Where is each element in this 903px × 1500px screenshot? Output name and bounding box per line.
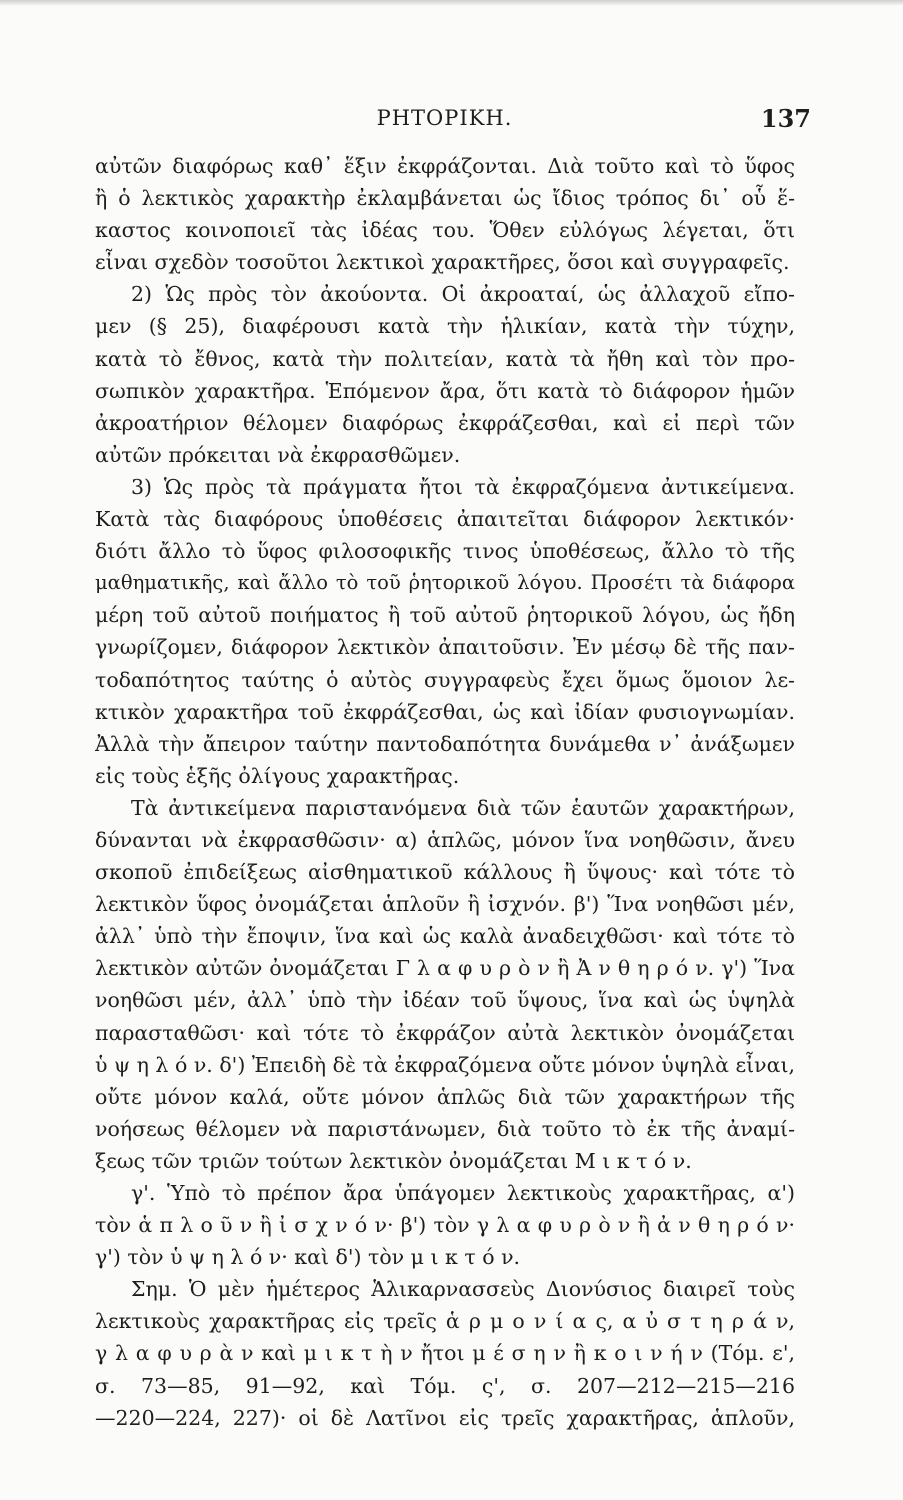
- text-line: Τὰ ἀντικείμενα παριστανόμενα διὰ τῶν ἑαυτῶν χαρακτήρων,: [131, 795, 795, 820]
- text-line: δύνανται νὰ ἐκφρασθῶσιν· α) ἁπλῶς, μόνον ἵνα νοηθῶσιν, ἄνευ: [95, 827, 795, 852]
- text-line: μέρη τοῦ αὐτοῦ ποιήματος ἢ τοῦ αὐτοῦ ῥητορικοῦ λόγου, ὡς ἤδη: [95, 603, 795, 628]
- text-line: σ. 73—85, 91—92, καὶ Τόμ. ς', σ. 207—212—215—216: [95, 1373, 795, 1398]
- text-line: ἢ ὁ λεκτικὸς χαρακτὴρ ἐκλαμβάνεται ὡς ἴδιος τρόπος δι᾽ οὗ ἕ-: [95, 186, 795, 211]
- text-line: οὔτε μόνον καλά, οὔτε μόνον ἁπλῶς διὰ τῶν χαρακτήρων τῆς: [95, 1084, 795, 1109]
- text-line: σκοποῦ ἐπιδείξεως αἰσθηματικοῦ κάλλους ἢ ὕψους· καὶ τότε τὸ: [95, 860, 795, 885]
- text-line: Ἀλλὰ τὴν ἄπειρον ταύτην παντοδαπότητα δυνάμεθα ν᾽ ἀνάξωμεν: [95, 731, 795, 756]
- text-line: ξεως τῶν τριῶν τούτων λεκτικὸν ὀνομάζεται Μ ι κ τ ό ν.: [95, 1148, 692, 1173]
- text-line: σωπικὸν χαρακτῆρα. Ἑπόμενον ἄρα, ὅτι κατὰ τὸ διάφορον ἡμῶν: [95, 378, 795, 403]
- text-line: —220—224, 227)· οἱ δὲ Λατῖνοι εἰς τρεῖς χαρακτῆρας, ἁπλοῦν,: [95, 1405, 795, 1430]
- body-text: [95, 150, 795, 1434]
- text-line: τοδαπότητος ταύτης ὁ αὐτὸς συγγραφεὺς ἔχει ὅμως ὅμοιον λε-: [95, 667, 795, 692]
- text-line: λεκτικὸν αὐτῶν ὀνομάζεται Γ λ α φ υ ρ ὸ ν ἢ Ἀ ν θ η ρ ό ν. γ') Ἵνα: [95, 956, 795, 981]
- text-line: ἀκροατήριον θέλομεν διαφόρως ἐκφράζεσθαι, καὶ εἰ περὶ τῶν: [95, 410, 795, 435]
- text-line: Κατὰ τὰς διαφόρους ὑποθέσεις ἀπαιτεῖται διάφορον λεκτικόν·: [95, 507, 795, 532]
- text-line: αὐτῶν πρόκειται νὰ ἐκφρασθῶμεν.: [95, 442, 461, 467]
- text-line: κατὰ τὸ ἔθνος, κατὰ τὴν πολιτείαν, κατὰ τὰ ἤθη καὶ τὸν προ-: [95, 346, 795, 371]
- text-line: διότι ἄλλο τὸ ὕφος φιλοσοφικῆς τινος ὑποθέσεως, ἄλλο τὸ τῆς: [95, 539, 795, 564]
- text-line: λεκτικοὺς χαρακτῆρας εἰς τρεῖς ἁ ρ μ ο ν ί α ς, α ὐ σ τ η ρ ά ν,: [95, 1309, 795, 1334]
- text-line: νοηθῶσι μέν, ἀλλ᾽ ὑπὸ τὴν ἰδέαν τοῦ ὕψους, ἵνα καὶ ὡς ὑψηλὰ: [95, 988, 795, 1013]
- text-line: εἰς τοὺς ἑξῆς ὀλίγους χαρακτῆρας.: [95, 763, 460, 788]
- page-number: 137: [760, 104, 811, 133]
- text-line: 3) Ὡς πρὸς τὰ πράγματα ἤτοι τὰ ἐκφραζόμενα ἀντικείμενα.: [131, 474, 795, 499]
- text-line: καστος κοινοποιεῖ τὰς ἰδέας του. Ὅθεν εὐλόγως λέγεται, ὅτι: [95, 218, 795, 243]
- text-line: κτικὸν χαρακτῆρα τοῦ ἐκφράζεσθαι, ὡς καὶ ἰδίαν φυσιογνωμίαν.: [95, 699, 795, 724]
- text-line: εἶναι σχεδὸν τοσοῦτοι λεκτικοὶ χαρακτῆρες, ὅσοι καὶ συγγραφεῖς.: [95, 250, 790, 275]
- text-line: αὐτῶν διαφόρως καθ᾽ ἕξιν ἐκφράζονται. Διὰ τοῦτο καὶ τὸ ὕφος: [95, 154, 795, 178]
- text-line: μαθηματικῆς, καὶ ἄλλο τὸ τοῦ ῥητορικοῦ λόγου. Προσέτι τὰ διάφορα: [95, 571, 795, 595]
- page-header: [96, 104, 811, 146]
- text-line: λεκτικὸν ὕφος ὀνομάζεται ἁπλοῦν ἢ ἰσχνόν. β') Ἵνα νοηθῶσι μέν,: [95, 892, 795, 917]
- text-line: γ'. Ὑπὸ τὸ πρέπον ἄρα ὑπάγομεν λεκτικοὺς χαρακτῆρας, α'): [131, 1181, 795, 1205]
- text-line: γ') τὸν ὑ ψ η λ ό ν· καὶ δ') τὸν μ ι κ τ ό ν.: [95, 1245, 521, 1270]
- text-line: ἀλλ᾽ ὑπὸ τὴν ἔποψιν, ἵνα καὶ ὡς καλὰ ἀναδειχθῶσι· καὶ τότε τὸ: [95, 924, 795, 949]
- text-line: ὑ ψ η λ ό ν. δ') Ἐπειδὴ δὲ τὰ ἐκφραζόμενα οὔτε μόνον ὑψηλὰ εἶναι,: [95, 1052, 795, 1077]
- text-line: νοήσεως θέλομεν νὰ παριστάνωμεν, διὰ τοῦτο τὸ ἐκ τῆς ἀναμί-: [95, 1116, 795, 1141]
- text-line: γ λ α φ υ ρ ὰ ν καὶ μ ι κ τ ὴ ν ἤτοι μ έ σ η ν ἢ κ ο ι ν ή ν (Τόμ. ε',: [95, 1341, 795, 1366]
- scan-edge-shadow: [0, 0, 903, 6]
- text-line: μεν (§ 25), διαφέρουσι κατὰ τὴν ἡλικίαν, κατὰ τὴν τύχην,: [95, 314, 795, 339]
- text-line: Σημ. Ὁ μὲν ἡμέτερος Ἁλικαρνασσεὺς Διονύσιος διαιρεῖ τοὺς: [131, 1277, 795, 1302]
- text-line: παρασταθῶσι· καὶ τότε τὸ ἐκφράζον αὐτὰ λεκτικὸν ὀνομάζεται: [95, 1020, 795, 1045]
- running-title: ΡΗΤΟΡΙΚΗ.: [376, 106, 513, 130]
- text-line: τὸν ἁ π λ ο ῦ ν ἢ ἰ σ χ ν ό ν· β') τὸν γ λ α φ υ ρ ὸ ν ἢ ἀ ν θ η ρ ό ν·: [95, 1213, 795, 1238]
- text-line: 2) Ὡς πρὸς τὸν ἀκούοντα. Οἱ ἀκροαταί, ὡς ἀλλαχοῦ εἴπο-: [131, 282, 795, 307]
- text-line: γνωρίζομεν, διάφορον λεκτικὸν ἀπαιτοῦσιν. Ἐν μέσῳ δὲ τῆς παν-: [95, 635, 795, 660]
